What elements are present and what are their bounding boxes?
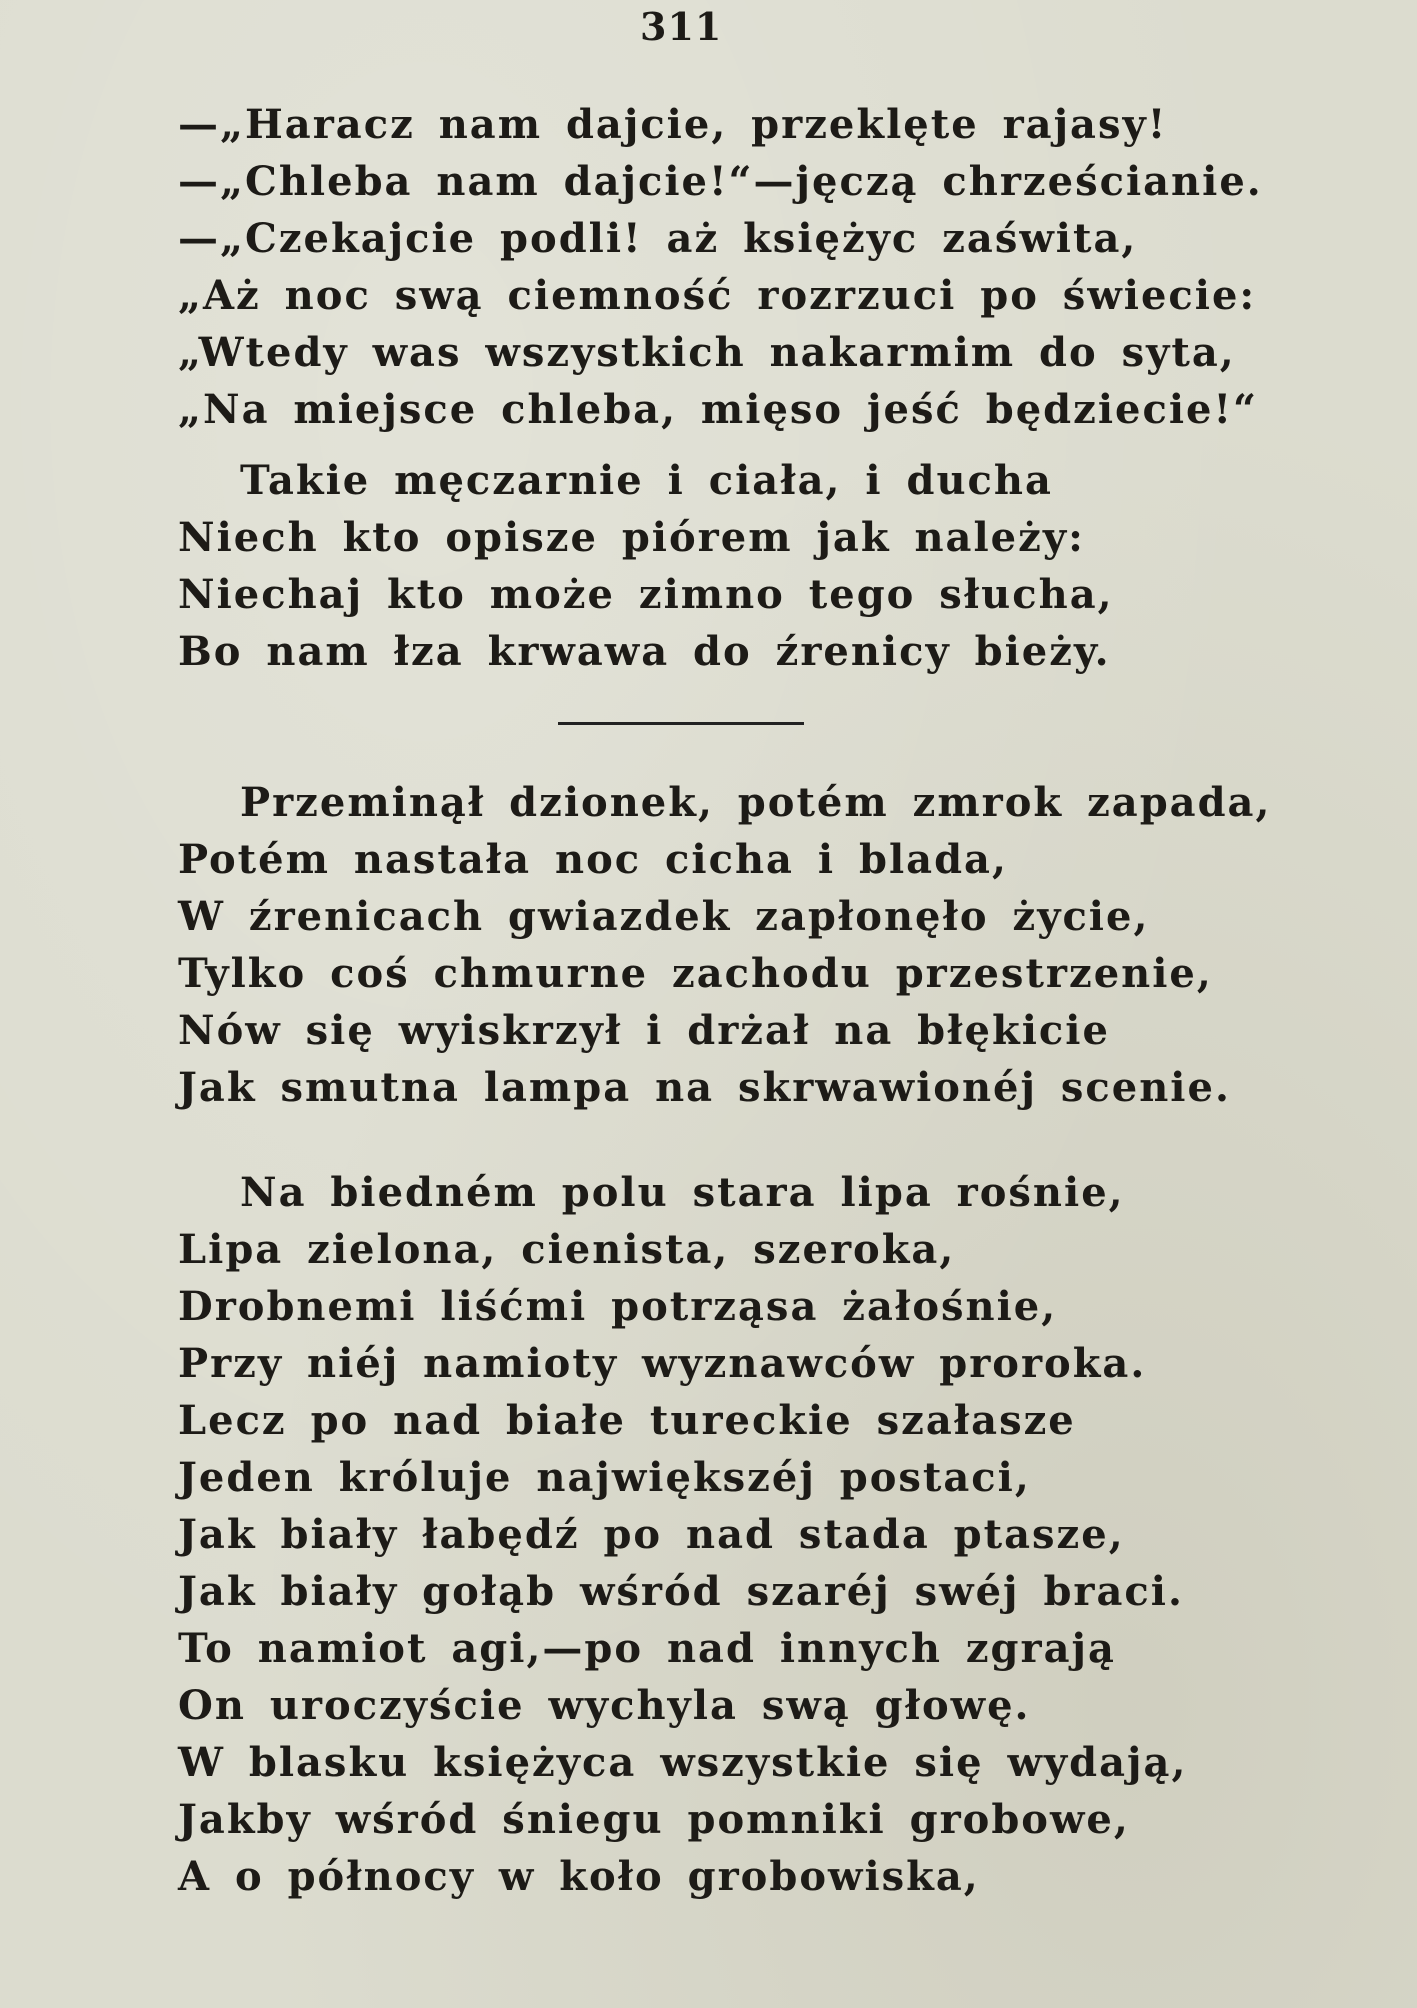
verse-line: W źrenicach gwiazdek zapłonęło życie, [178, 893, 1150, 940]
verse-line: To namiot agi,—po nad innych zgrają [178, 1625, 1116, 1672]
stanza [178, 96, 1328, 438]
verse-line: „Aż noc swą ciemność rozrzuci po świecie: [178, 272, 1257, 319]
verse-line: Przeminął dzionek, potém zmrok zapada, [240, 779, 1272, 826]
stanza [178, 774, 1328, 1116]
verse-line: „Wtedy was wszystkich nakarmim do syta, [178, 329, 1236, 376]
verse-line: Na biedném polu stara lipa rośnie, [240, 1169, 1125, 1216]
verse-line: —„Chleba nam dajcie!“—jęczą chrześcianie. [178, 158, 1263, 205]
verse-line: Przy niéj namioty wyznawców proroka. [178, 1340, 1147, 1387]
verse-line: Jak smutna lampa na skrwawionéj scenie. [178, 1064, 1231, 1111]
verse-line: „Na miejsce chleba, mięso jeść będziecie!“ [178, 386, 1259, 433]
verse-line: Jeden króluje największéj postaci, [178, 1454, 1031, 1501]
verse-line: On uroczyście wychyla swą głowę. [178, 1682, 1031, 1729]
stanza [178, 452, 1328, 680]
verse-line: Drobnemi liśćmi potrząsa żałośnie, [178, 1283, 1058, 1330]
verse-line: Lecz po nad białe tureckie szałasze [178, 1397, 1076, 1444]
verse-line: W blasku księżyca wszystkie się wydają, [178, 1739, 1188, 1786]
verse-line: Takie męczarnie i ciała, i ducha [240, 457, 1053, 504]
verse-line: Nów się wyiskrzył i drżał na błękicie [178, 1007, 1110, 1054]
stanza [178, 1164, 1328, 1905]
verse-line: Potém nastała noc cicha i blada, [178, 836, 1008, 883]
verse-line: Niechaj kto może zimno tego słucha, [178, 571, 1114, 618]
verse-line: Jakby wśród śniegu pomniki grobowe, [178, 1796, 1130, 1843]
verse-line: Lipa zielona, cienista, szeroka, [178, 1226, 956, 1273]
section-divider [558, 722, 804, 725]
verse-line: —„Czekajcie podli! aż księżyc zaświta, [178, 215, 1138, 262]
page-number: 311 [640, 4, 723, 49]
verse-line: Tylko coś chmurne zachodu przestrzenie, [178, 950, 1213, 997]
verse-line: —„Haracz nam dajcie, przeklęte rajasy! [178, 101, 1168, 148]
verse-line: A o północy w koło grobowiska, [178, 1853, 980, 1900]
verse-line: Bo nam łza krwawa do źrenicy bieży. [178, 628, 1111, 675]
verse-line: Jak biały gołąb wśród szaréj swéj braci. [178, 1568, 1184, 1615]
verse-line: Jak biały łabędź po nad stada ptasze, [178, 1511, 1125, 1558]
verse-line: Niech kto opisze piórem jak należy: [178, 514, 1085, 561]
